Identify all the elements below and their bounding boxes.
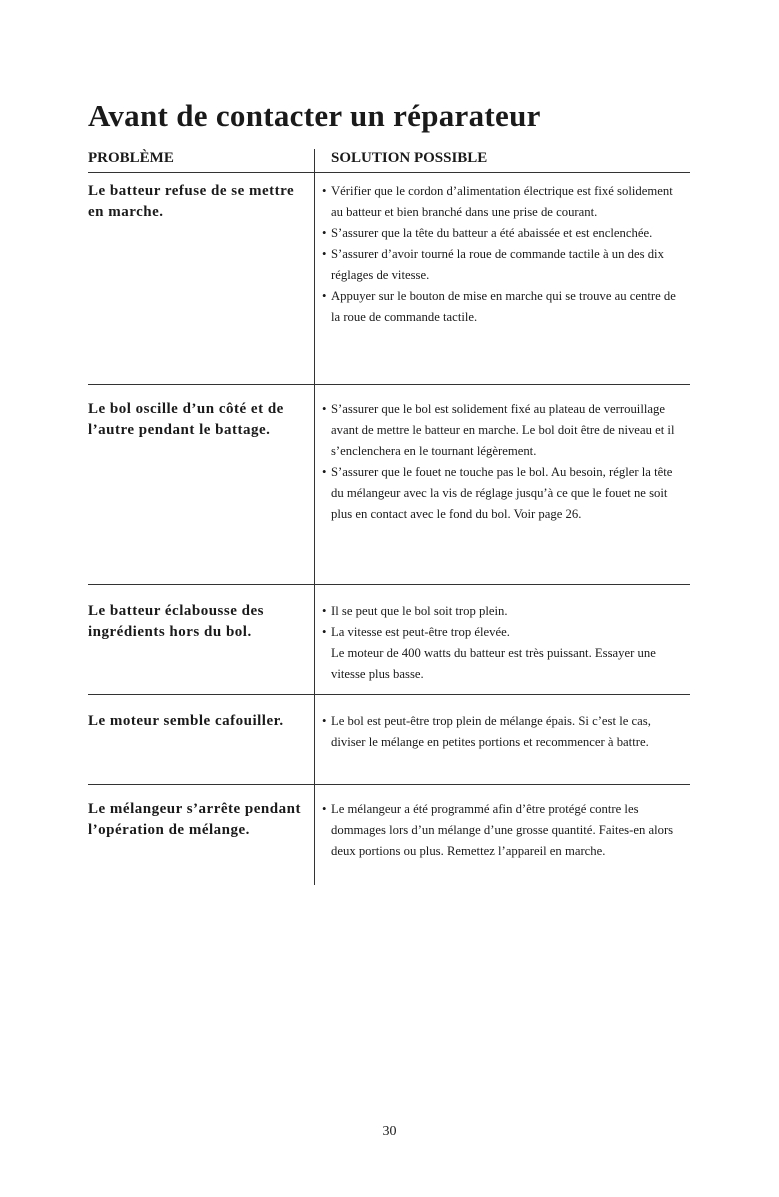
solution-list-1 [322,181,684,328]
column-divider [314,149,315,885]
solution-list-4 [322,711,684,753]
solution-item: • S’assurer que le fouet ne touche pas le bol. Au besoin, régler la tête du mélangeur avec la vis de réglage jusqu’à ce que le fouet ne soit plus en contact avec le fond du bol. Voir page 26. [322,465,673,521]
solution-list-5 [322,799,684,862]
problem-2: Le bol oscille d’un côté et de l’autre pendant le battage. [88,401,284,438]
header-rule [88,172,690,173]
solution-item: • Le mélangeur a été programmé afin d’être protégé contre les dommages lors d’un mélange d’une grosse quantité. Faites-en alors deux portions ou plus. Remettez l’appareil en marche. [322,802,674,858]
solution-list-2 [322,399,684,525]
solution-item: • Il se peut que le bol soit trop plein. [322,604,508,618]
row-divider [88,694,690,695]
row-divider [88,784,690,785]
page-title: Avant de contacter un réparateur [88,98,541,133]
problem-3: Le batteur éclabousse des ingrédients hors du bol. [88,603,264,640]
solution-item: • S’assurer que la tête du batteur a été abaissée et est enclenchée. [322,226,653,240]
solution-item: • La vitesse est peut-être trop élevée. [322,625,510,639]
row-divider [88,584,690,585]
problem-column-header: PROBLÈME [88,150,174,166]
problem-4: Le moteur semble cafouiller. [88,713,284,729]
problem-5: Le mélangeur s’arrête pendant l’opération de mélange. [88,801,301,838]
problem-1: Le batteur refuse de se mettre en marche. [88,183,295,220]
solution-column-header: SOLUTION POSSIBLE [331,150,488,166]
solution-item: Le moteur de 400 watts du batteur est très puissant. Essayer une vitesse plus basse. [331,646,656,681]
solution-item: • S’assurer que le bol est solidement fixé au plateau de verrouillage avant de mettre le batteur en marche. Le bol doit être de niveau et il s’enclenchera en le tournant légèrement. [322,402,675,458]
page-number: 30 [382,1124,397,1139]
solution-list-3 [322,601,684,685]
row-divider [88,384,690,385]
solution-item: • Le bol est peut-être trop plein de mélange épais. Si c’est le cas, diviser le mélange en petites portions et recommencer à battre. [322,714,651,749]
solution-item: • Appuyer sur le bouton de mise en marche qui se trouve au centre de la roue de commande tactile. [322,289,676,324]
solution-item: • S’assurer d’avoir tourné la roue de commande tactile à un des dix réglages de vitesse. [322,247,664,282]
solution-item: • Vérifier que le cordon d’alimentation électrique est fixé solidement au batteur et bien branché dans une prise de courant. [322,184,673,219]
